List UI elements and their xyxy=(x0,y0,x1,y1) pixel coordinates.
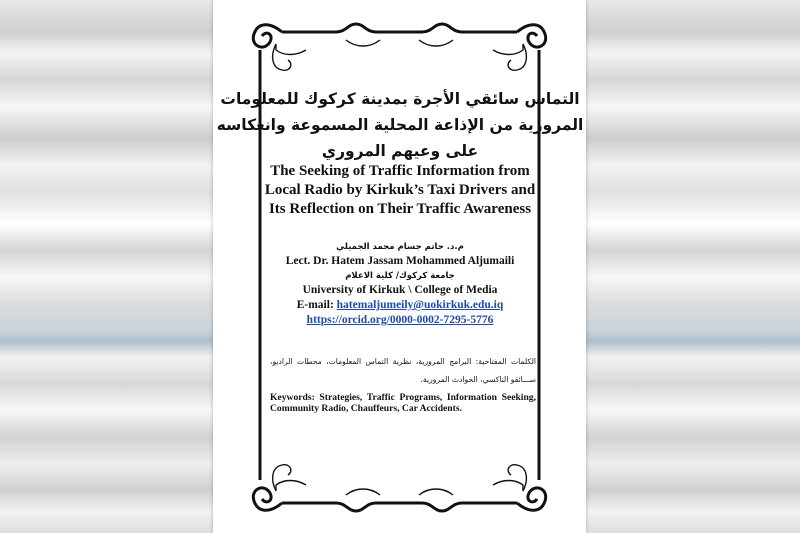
affiliation-english: University of Kirkuk \ College of Media xyxy=(302,284,498,296)
author-block xyxy=(0,240,800,328)
title-arabic-line: المرورية من الإذاعة المحلية المسموعة وانعكاسه xyxy=(216,116,584,134)
author-name-english: Lect. Dr. Hatem Jassam Mohammed Aljumaili xyxy=(285,255,515,267)
title-arabic-line: التماس سائقي الأجرة بمدينة كركوك للمعلومات xyxy=(220,90,580,108)
title-english-line: Local Radio by Kirkuk’s Taxi Drivers and xyxy=(264,182,536,198)
affiliation-arabic: جامعة كركوك/ كلية الاعلام xyxy=(345,271,455,281)
author-name-arabic: م.د. حاتم جسام محمد الجميلي xyxy=(336,242,464,252)
title-english-line: The Seeking of Traffic Information from xyxy=(270,163,530,179)
orcid-link[interactable]: https://orcid.org/0000-0002-7295-5776 xyxy=(306,314,494,326)
keywords-english: Keywords: Strategies, Traffic Programs, Information Seeking, Community Radio, Chauffeurs, Car Accidents. xyxy=(270,392,536,414)
email-line xyxy=(0,298,800,313)
email-link[interactable]: hatemaljumeily@uokirkuk.edu.iq xyxy=(336,299,504,311)
title-english-line: Its Reflection on Their Traffic Awareness xyxy=(268,201,532,217)
email-label: E-mail: xyxy=(296,299,334,311)
title-english xyxy=(0,162,800,219)
title-arabic-line: على وعيهم المروري xyxy=(321,142,479,160)
orcid-line xyxy=(0,313,800,328)
keywords-arabic: الكلمات المفتاحية: البرامج المرورية، نظرية التماس المعلومات، محطات الراديو، ســـائقو التاكسي، الحوادث المرورية. xyxy=(270,357,536,384)
title-arabic xyxy=(0,86,800,164)
